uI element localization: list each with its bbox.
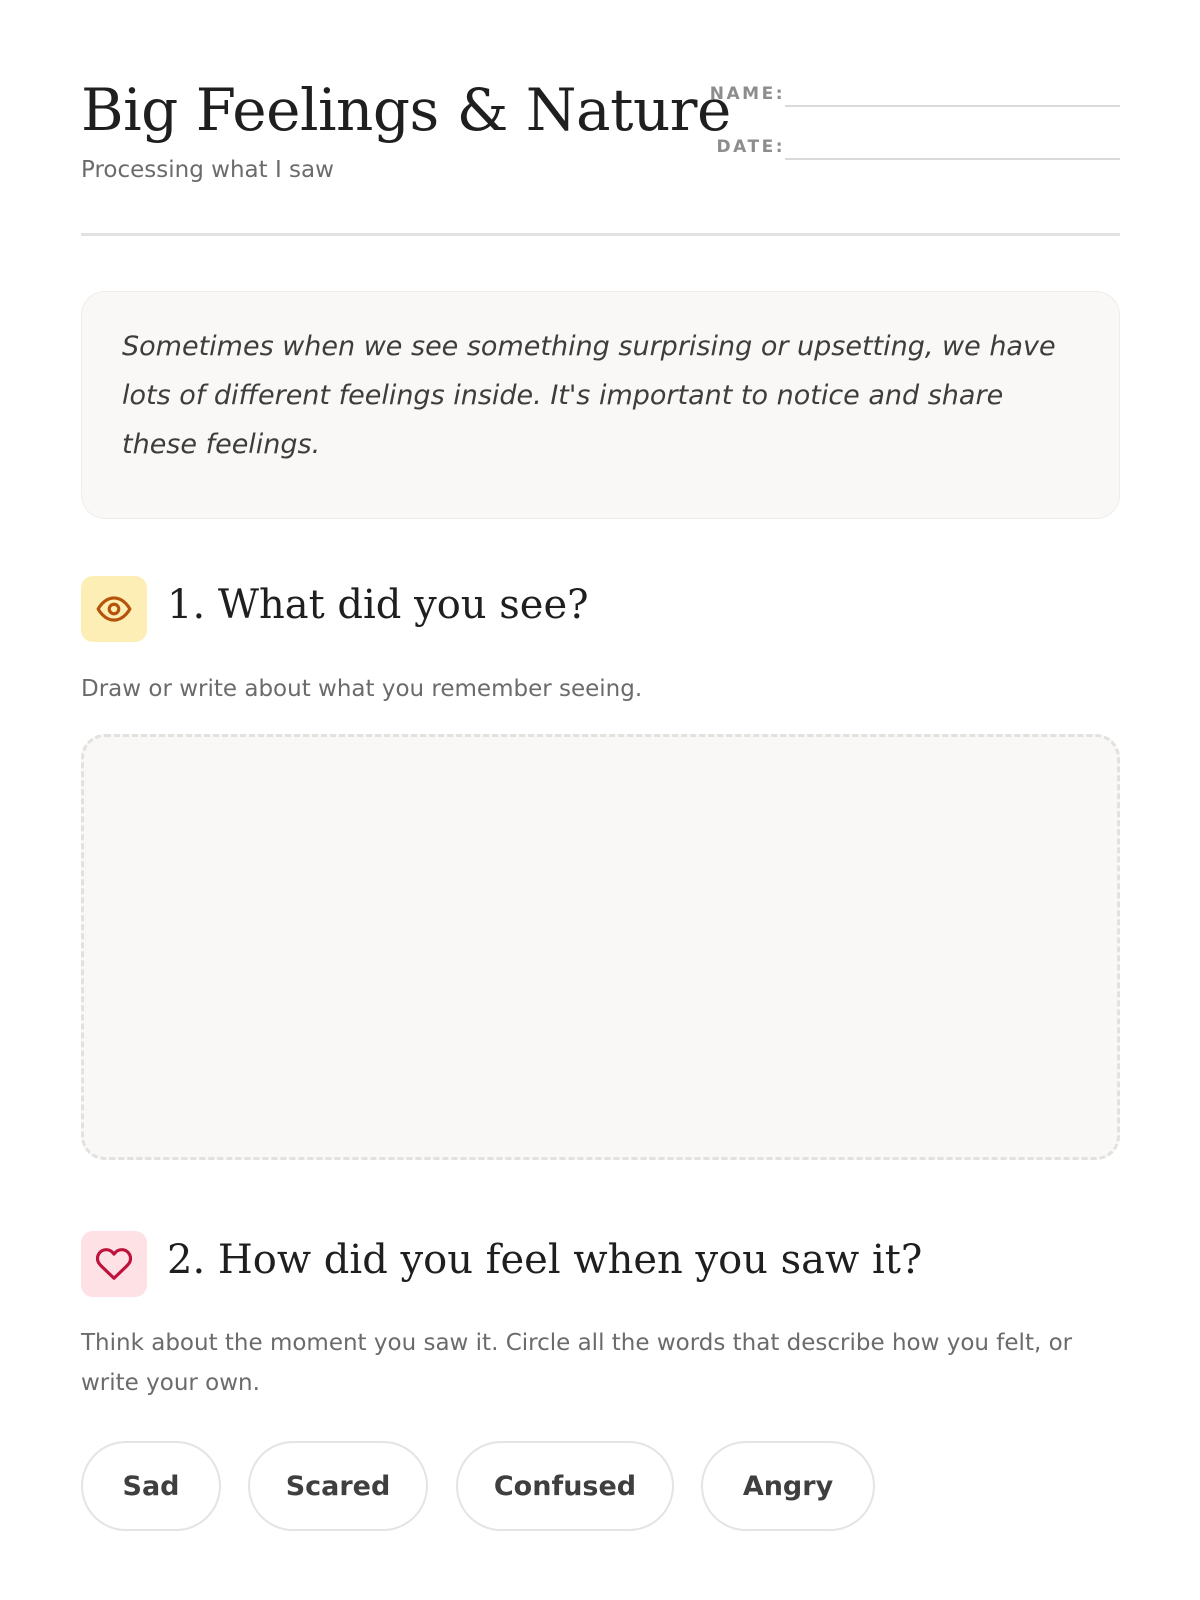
page-title: Big Feelings & Nature [81,76,731,144]
drawing-area[interactable] [81,734,1120,1160]
date-row [707,133,1120,186]
heart-icon-badge [81,1231,147,1297]
intro-text: Sometimes when we see something surprising or upsetting, we have lots of different feelings inside. It's important to notice and share these feelings. [122,331,1056,460]
eye-icon [95,590,133,628]
worksheet-page [81,0,1120,1502]
name-label: NAME: [709,84,785,104]
section-how-did-you-feel [81,1231,1120,1297]
header-divider [81,233,1120,236]
section-description: Draw or write about what you remember seeing. [81,676,643,702]
name-field[interactable] [785,105,1120,107]
section-what-did-you-see [81,576,1120,642]
feeling-chip-confused[interactable]: Confused [456,1441,674,1531]
feeling-chip-sad[interactable]: Sad [81,1441,221,1531]
intro-callout [81,291,1120,519]
worksheet-header [81,0,1120,236]
date-field[interactable] [785,158,1120,160]
page-subtitle: Processing what I saw [81,157,334,183]
section-description: Think about the moment you saw it. Circle all the words that describe how you felt, or write your own. [81,1330,1073,1396]
section-title: 2. How did you feel when you saw it? [167,1237,923,1283]
section-title: 1. What did you see? [167,582,589,628]
name-row [707,80,1120,133]
student-info [707,80,1120,186]
heart-icon [95,1245,133,1283]
feeling-chip-angry[interactable]: Angry [701,1441,875,1531]
feeling-chip-scared[interactable]: Scared [248,1441,428,1531]
eye-icon-badge [81,576,147,642]
date-label: DATE: [716,137,785,157]
